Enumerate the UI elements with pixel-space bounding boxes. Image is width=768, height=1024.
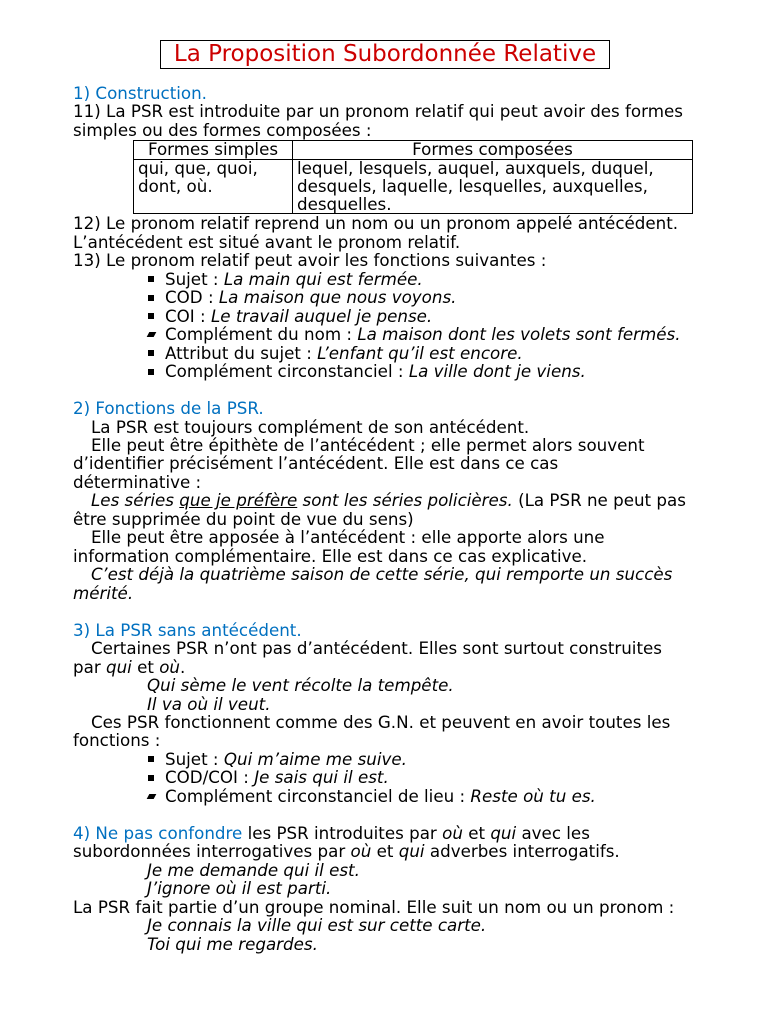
function-label: Complément du nom :	[165, 324, 358, 345]
pronoun-word: qui	[490, 822, 517, 843]
example-text: Les séries	[91, 490, 180, 511]
table-header-row	[134, 141, 693, 160]
example-text: Je me demande qui il est.	[147, 859, 360, 880]
text-segment: et	[131, 656, 160, 677]
example-sentence	[73, 584, 753, 602]
square-bullet-icon	[148, 276, 154, 282]
example-sentence	[73, 861, 753, 879]
pronoun-word: qui	[398, 841, 425, 862]
function-label: Complément circonstanciel de lieu :	[165, 785, 471, 806]
function-example: La ville dont je viens.	[408, 361, 586, 382]
blank-line	[73, 805, 753, 823]
section-3-heading: 3) La PSR sans antécédent.	[73, 619, 302, 640]
function-item-adverbial	[73, 362, 753, 380]
text-segment: avec les	[516, 822, 590, 843]
function-label: COD :	[165, 287, 219, 308]
example-text: mérité.	[73, 582, 134, 603]
example-sentence	[73, 695, 753, 713]
example-sentence	[73, 916, 753, 934]
relative-pronoun-forms-table	[133, 140, 693, 214]
cell-line: qui, que, quoi,	[138, 157, 258, 178]
simple-forms-cell	[134, 159, 293, 213]
function-example: La main qui est fermée.	[223, 268, 423, 289]
paragraph-line: simples ou des formes composées :	[73, 119, 372, 140]
cell-line: desquelles.	[297, 193, 392, 214]
blank-line	[73, 602, 753, 620]
function-example: La maison dont les volets sont fermés.	[357, 324, 681, 345]
function-label: Complément circonstanciel :	[165, 361, 409, 382]
paragraph-line: Ces PSR fonctionnent comme des G.N. et peuvent en avoir toutes les	[91, 712, 671, 732]
paragraph-line: 11) La PSR est introduite par un pronom relatif qui peut avoir des formes	[73, 101, 683, 122]
function-item-subject-attribute	[73, 344, 753, 362]
function-item-cod	[73, 288, 753, 306]
function-example: Le travail auquel je pense.	[210, 305, 433, 326]
text-segment: et	[462, 822, 491, 843]
paragraph-line: Certaines PSR n’ont pas d’antécédent. Elles sont surtout construites	[91, 638, 662, 659]
underlined-relative-clause: que je préfère	[179, 490, 298, 511]
pronoun-word: où	[442, 822, 463, 843]
function-label: COD/COI :	[165, 767, 255, 788]
text-segment: par	[73, 656, 106, 677]
cell-line: lequel, lesquels, auquel, auxquels, duquel,	[297, 157, 654, 178]
function-label: Sujet :	[165, 268, 224, 289]
square-bullet-icon	[148, 369, 154, 375]
column-header-simple-forms: Formes simples	[134, 141, 293, 160]
example-sentence	[73, 676, 753, 694]
example-sentence	[73, 879, 753, 897]
example-sentence	[73, 491, 753, 509]
paragraph-line: fonctions :	[73, 730, 161, 751]
example-text: J’ignore où il est parti.	[147, 878, 332, 899]
cell-line: desquels, laquelle, lesquelles, auxquelles,	[297, 175, 648, 196]
square-bullet-icon	[148, 756, 154, 762]
function-item-place-adverbial	[73, 787, 753, 805]
paragraph-line: 13) Le pronom relatif peut avoir les fonctions suivantes :	[73, 250, 547, 271]
pronoun-word: où	[159, 656, 181, 677]
paragraph-line: être supprimée du point de vue du sens)	[73, 508, 414, 529]
square-bullet-icon	[148, 295, 154, 301]
column-header-compound-forms: Formes composées	[293, 141, 693, 160]
pronoun-word: qui	[105, 656, 132, 677]
section-2-heading: 2) Fonctions de la PSR.	[73, 398, 264, 419]
example-sentence	[73, 935, 753, 953]
paragraph-line: Elle peut être épithète de l’antécédent ; elle permet alors souvent	[91, 434, 645, 455]
paragraph-line: d’identifier précisément l’antécédent. Elle est dans ce cas	[73, 453, 559, 474]
text-segment: subordonnées interrogatives par	[73, 841, 351, 862]
document-body	[73, 84, 753, 953]
function-item-subject	[73, 270, 753, 288]
slanted-bullet-icon	[147, 794, 157, 799]
cell-line: dont, où.	[138, 175, 213, 196]
text-segment: les PSR introduites par	[242, 822, 443, 843]
square-bullet-icon	[148, 350, 154, 356]
square-bullet-icon	[148, 775, 154, 781]
example-text: sont les séries policières.	[297, 490, 513, 511]
paragraph-line: information complémentaire. Elle est dans ce cas explicative.	[73, 545, 588, 566]
text-segment: adverbes interrogatifs.	[424, 841, 620, 862]
paragraph-line	[73, 658, 753, 676]
section-4-heading: 4) Ne pas confondre	[73, 822, 243, 843]
page-title: La Proposition Subordonnée Relative	[160, 40, 610, 69]
pronoun-word: où	[350, 841, 372, 862]
paragraph-line: déterminative :	[73, 471, 202, 492]
text-segment: et	[371, 841, 399, 862]
example-sentence	[73, 565, 753, 583]
example-text: C’est déjà la quatrième saison de cette série, qui remporte un succès	[91, 564, 673, 585]
example-note: (La PSR ne peut pas	[512, 490, 686, 511]
function-example: L’enfant qu’il est encore.	[317, 342, 523, 363]
paragraph-line: La PSR fait partie d’un groupe nominal. Elle suit un nom ou un pronom :	[73, 896, 675, 917]
function-item-noun-complement	[73, 325, 753, 343]
example-text: Il va où il veut.	[147, 693, 271, 714]
example-text: Toi qui me regardes.	[147, 933, 318, 954]
example-text: Qui sème le vent récolte la tempête.	[147, 675, 454, 696]
function-example: La maison que nous voyons.	[218, 287, 457, 308]
function-item-coi	[73, 307, 753, 325]
paragraph-line: La PSR est toujours complément de son antécédent.	[91, 416, 530, 437]
function-label: Sujet :	[165, 748, 224, 769]
text-segment: .	[180, 656, 186, 677]
slanted-bullet-icon	[147, 332, 157, 337]
section-4-line	[73, 824, 753, 842]
example-text: Je connais la ville qui est sur cette carte.	[147, 915, 487, 936]
function-item-subject	[73, 750, 753, 768]
square-bullet-icon	[148, 313, 154, 319]
function-label: Attribut du sujet :	[165, 342, 318, 363]
table-row	[134, 159, 693, 213]
paragraph-line: L’antécédent est situé avant le pronom relatif.	[73, 231, 461, 252]
compound-forms-cell	[293, 159, 693, 213]
paragraph-line: 12) Le pronom relatif reprend un nom ou un pronom appelé antécédent.	[73, 213, 679, 234]
function-item-cod-coi	[73, 768, 753, 786]
function-example: Reste où tu es.	[470, 785, 596, 806]
section-1-heading: 1) Construction.	[73, 82, 207, 103]
paragraph-line	[73, 842, 753, 860]
function-label: COI :	[165, 305, 211, 326]
blank-line	[73, 381, 753, 399]
function-example: Je sais qui il est.	[254, 767, 389, 788]
function-example: Qui m’aime me suive.	[223, 748, 407, 769]
paragraph-line: Elle peut être apposée à l’antécédent : elle apporte alors une	[91, 527, 605, 548]
